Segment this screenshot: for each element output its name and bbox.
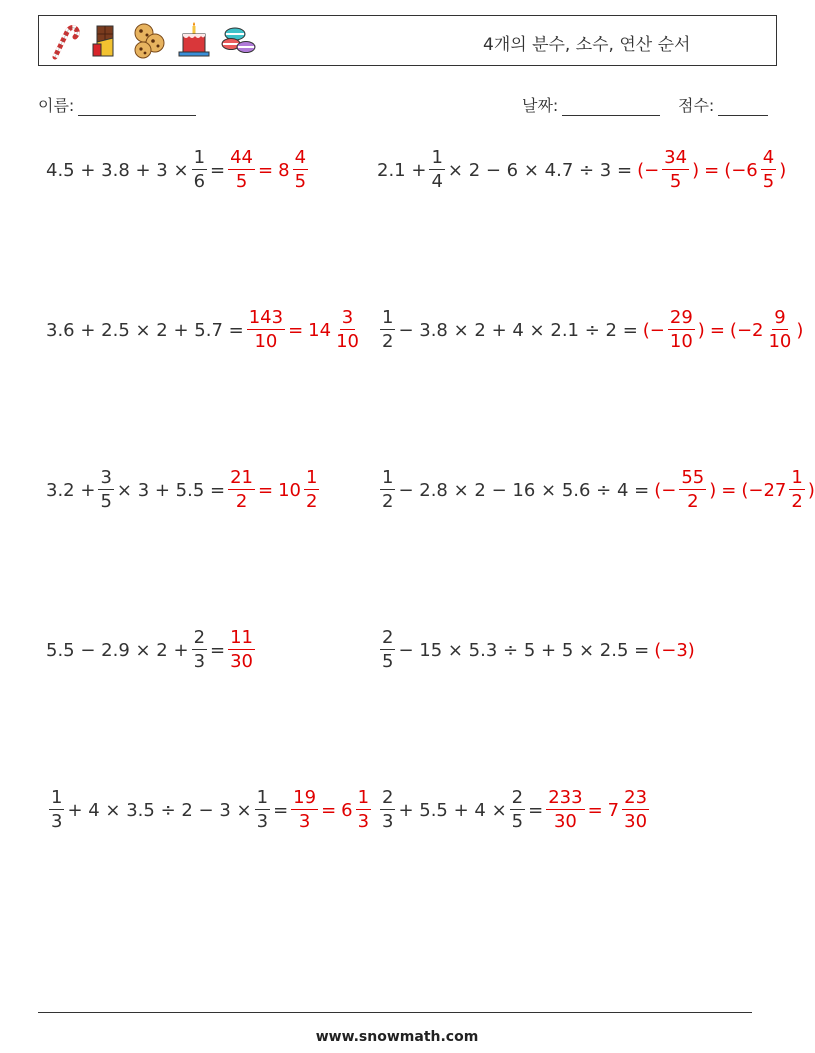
score-field — [678, 93, 768, 116]
fraction: $\frac{1}{2}$ — [382, 467, 394, 512]
fraction: $\frac{2}{5}$ — [382, 627, 394, 672]
expression: − 3.8 × 2 + 4 × 2.1 ÷ 2 = — [398, 319, 638, 341]
chocolate-bar-icon — [91, 22, 121, 60]
equals: = — [273, 799, 289, 821]
answer: (− $\frac{29}{10}$ ) = (−2 $\frac{9}{10}$ ) — [642, 307, 804, 352]
date-line — [562, 98, 660, 116]
problem-9 — [46, 780, 374, 840]
date-label: 날짜: — [522, 96, 559, 115]
fraction: $\frac{2}{5}$ — [511, 787, 524, 832]
expression: 3.2 + — [46, 479, 96, 501]
answer: $\frac{143}{10}$ = 14 $\frac{3}{10}$ — [248, 307, 359, 352]
answer: (− $\frac{34}{5}$ ) = (−6 $\frac{4}{5}$ ) — [637, 147, 787, 192]
answer: $\frac{21}{2}$ = 10 $\frac{1}{2}$ — [230, 467, 318, 512]
expression: + 5.5 + 4 × — [398, 799, 507, 821]
candy-cane-icon — [47, 22, 81, 60]
worksheet-header — [38, 15, 777, 66]
cookies-icon — [131, 22, 167, 60]
answer: $\frac{19}{3}$ = 6 $\frac{1}{3}$ — [293, 787, 370, 832]
footer-url[interactable]: www.snowmath.com — [315, 1029, 479, 1045]
expression: 4.5 + 3.8 + 3 × — [46, 159, 189, 181]
fraction: $\frac{3}{5}$ — [100, 467, 112, 512]
expression: × 2 − 6 × 4.7 ÷ 3 = — [447, 159, 633, 181]
expression: + 4 × 3.5 ÷ 2 − 3 × — [67, 799, 252, 821]
fraction: $\frac{1}{3}$ — [256, 787, 269, 832]
problem-1 — [46, 140, 311, 200]
fraction: $\frac{1}{4}$ — [431, 147, 443, 192]
score-line — [718, 98, 768, 116]
expression: − 2.8 × 2 − 16 × 5.6 ÷ 4 = — [398, 479, 650, 501]
equals: = — [210, 639, 226, 661]
problem-2 — [377, 140, 786, 200]
problem-10 — [377, 780, 652, 840]
problem-7 — [46, 620, 258, 680]
name-label: 이름: — [38, 96, 75, 115]
answer: (−3) — [654, 639, 695, 661]
macarons-icon — [221, 22, 257, 60]
footer-divider — [38, 1012, 752, 1013]
fraction: $\frac{2}{3}$ — [382, 787, 394, 832]
answer: $\frac{11}{30}$ — [230, 627, 254, 672]
problem-8 — [377, 620, 695, 680]
birthday-cake-icon — [177, 22, 211, 60]
problem-5 — [46, 460, 322, 520]
problem-6 — [377, 460, 815, 520]
expression: × 3 + 5.5 = — [116, 479, 226, 501]
worksheet-title: 4개의 분수, 소수, 연산 순서 — [483, 35, 691, 55]
problem-3 — [46, 300, 364, 360]
problem-4 — [377, 300, 803, 360]
fraction: $\frac{1}{3}$ — [51, 787, 63, 832]
score-label: 점수: — [678, 96, 715, 115]
expression: − 15 × 5.3 ÷ 5 + 5 × 2.5 = — [398, 639, 650, 661]
fraction: $\frac{1}{2}$ — [382, 307, 394, 352]
answer: $\frac{233}{30}$ = 7 $\frac{23}{30}$ — [548, 787, 648, 832]
equals: = — [210, 159, 226, 181]
expression: 2.1 + — [377, 159, 427, 181]
expression: 5.5 − 2.9 × 2 + — [46, 639, 189, 661]
expression: 3.6 + 2.5 × 2 + 5.7 = — [46, 319, 244, 341]
fraction: $\frac{2}{3}$ — [193, 627, 206, 672]
equals: = — [528, 799, 544, 821]
name-line — [78, 98, 196, 116]
name-field — [38, 93, 196, 116]
date-field — [522, 93, 660, 116]
answer: (− $\frac{55}{2}$ ) = (−27 $\frac{1}{2}$ ) — [654, 467, 815, 512]
fraction: $\frac{1}{6}$ — [193, 147, 206, 192]
header-icons — [47, 22, 257, 60]
answer: $\frac{44}{5}$ = 8 $\frac{4}{5}$ — [230, 147, 307, 192]
